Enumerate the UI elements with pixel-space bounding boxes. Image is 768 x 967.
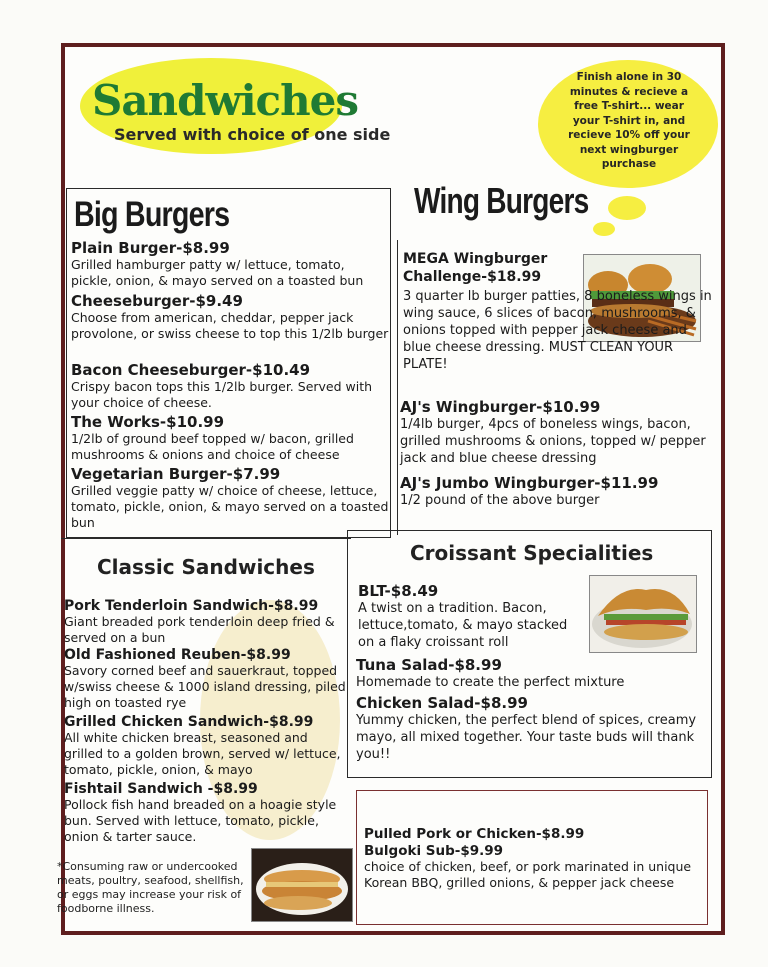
- page-title: Sandwiches: [92, 76, 359, 125]
- item-description: Savory corned beef and sauerkraut, topped w/swiss cheese & 1000 island dressing, piled high on toasted rye: [64, 663, 346, 710]
- menu-item: [358, 582, 586, 651]
- item-description: Yummy chicken, the perfect blend of spices, creamy mayo, all mixed together. Your taste buds will thank you!!: [356, 713, 697, 762]
- menu-item: [71, 292, 389, 342]
- item-name: MEGA Wingburger Challenge-$18.99: [403, 251, 548, 285]
- item-description: A twist on a tradition. Bacon, lettuce,tomato, & mayo stacked on a flaky croissant roll: [358, 601, 568, 650]
- menu-item: [71, 361, 389, 411]
- bubble-tail-small: [593, 222, 615, 236]
- item-description: Crispy bacon tops this 1/2lb burger. Served with your choice of cheese.: [71, 379, 373, 410]
- item-name: Tuna Salad-$8.99: [356, 656, 502, 674]
- menu-item: [400, 474, 712, 509]
- item-description: 1/2 pound of the above burger: [400, 493, 600, 508]
- item-name: The Works-$10.99: [71, 413, 225, 431]
- item-description: Giant breaded pork tenderloin deep fried & served on a bun: [64, 614, 335, 645]
- menu-item: [403, 250, 583, 286]
- menu-item: [364, 826, 704, 842]
- menu-item: [64, 781, 346, 845]
- croissant-image: [590, 576, 696, 652]
- menu-item: [64, 598, 346, 646]
- menu-item: [356, 656, 706, 691]
- item-name: Vegetarian Burger-$7.99: [71, 465, 281, 483]
- classic-sandwiches-divider: [61, 538, 351, 539]
- menu-item: [64, 714, 346, 778]
- menu-item: [64, 647, 346, 711]
- menu-item: [400, 398, 712, 467]
- item-name: Chicken Salad-$8.99: [356, 694, 528, 712]
- item-name: AJ's Wingburger-$10.99: [400, 398, 601, 416]
- item-name: Plain Burger-$8.99: [71, 239, 230, 257]
- classic-sandwiches-title: Classic Sandwiches: [97, 555, 315, 579]
- fish-sandwich-photo: [251, 848, 353, 922]
- item-description: Choose from american, cheddar, pepper jack provolone, or swiss cheese to top this 1/2lb burger: [71, 310, 389, 341]
- item-description: 3 quarter lb burger patties, 8 boneless wings in wing sauce, 6 slices of bacon, mushrooms, & onions topped with pepper jack cheese and blue cheese dressing. MUST CLEAN YOUR PLATE!: [403, 289, 712, 372]
- menu-item-description: [403, 288, 713, 373]
- item-description: Homemade to create the perfect mixture: [356, 675, 625, 690]
- item-description: All white chicken breast, seasoned and grilled to a golden brown, served w/ lettuce, tomato, pickle, onion, & mayo: [64, 730, 341, 777]
- item-name: Grilled Chicken Sandwich-$8.99: [64, 714, 314, 730]
- item-name: Old Fashioned Reuben-$8.99: [64, 647, 291, 663]
- bubble-tail-large: [608, 196, 646, 220]
- big-burgers-title: Big Burgers: [74, 195, 230, 234]
- menu-item: [71, 413, 389, 463]
- croissant-photo: [589, 575, 697, 653]
- menu-item: [71, 465, 389, 531]
- menu-item: [364, 843, 704, 891]
- item-name: Bulgoki Sub-$9.99: [364, 843, 504, 859]
- item-description: Grilled veggie patty w/ choice of cheese, lettuce, tomato, pickle, onion, & mayo served on a toasted bun: [71, 483, 389, 530]
- item-name: Pork Tenderloin Sandwich-$8.99: [64, 598, 319, 614]
- menu-item: [71, 239, 389, 289]
- item-name: Pulled Pork or Chicken-$8.99: [364, 826, 585, 842]
- item-description: Pollock fish hand breaded on a hoagie style bun. Served with lettuce, tomato, pickle, onion & tarter sauce.: [64, 797, 337, 844]
- item-name: AJ's Jumbo Wingburger-$11.99: [400, 474, 659, 492]
- item-description: 1/4lb burger, 4pcs of boneless wings, bacon, grilled mushrooms & onions, topped w/ pepper jack and blue cheese dressing: [400, 417, 706, 466]
- wing-burgers-title: Wing Burgers: [414, 180, 589, 221]
- page-subtitle: Served with choice of one side: [114, 125, 391, 144]
- challenge-bubble-text: Finish alone in 30 minutes & recieve a free T-shirt... wear your T-shirt in, and recieve 10% off your next wingburger purchase: [568, 71, 690, 170]
- item-name: BLT-$8.49: [358, 582, 439, 600]
- item-name: Cheeseburger-$9.49: [71, 292, 243, 310]
- croissant-title: Croissant Specialities: [410, 541, 654, 565]
- menu-item: [356, 694, 706, 763]
- item-description: choice of chicken, beef, or pork marinated in unique Korean BBQ, grilled onions, & pepper jack cheese: [364, 859, 692, 890]
- fish-sandwich-image: [252, 849, 352, 921]
- item-name: Fishtail Sandwich -$8.99: [64, 781, 258, 797]
- item-description: Grilled hamburger patty w/ lettuce, tomato, pickle, onion, & mayo served on a toasted bun: [71, 257, 364, 288]
- wing-burgers-divider: [397, 240, 398, 535]
- food-safety-disclaimer: *Consuming raw or undercooked meats, poultry, seafood, shellfish, or eggs may increase your risk of foodborne illness.: [57, 860, 244, 915]
- item-description: 1/2lb of ground beef topped w/ bacon, grilled mushrooms & onions and choice of cheese: [71, 431, 354, 462]
- item-name: Bacon Cheeseburger-$10.49: [71, 361, 311, 379]
